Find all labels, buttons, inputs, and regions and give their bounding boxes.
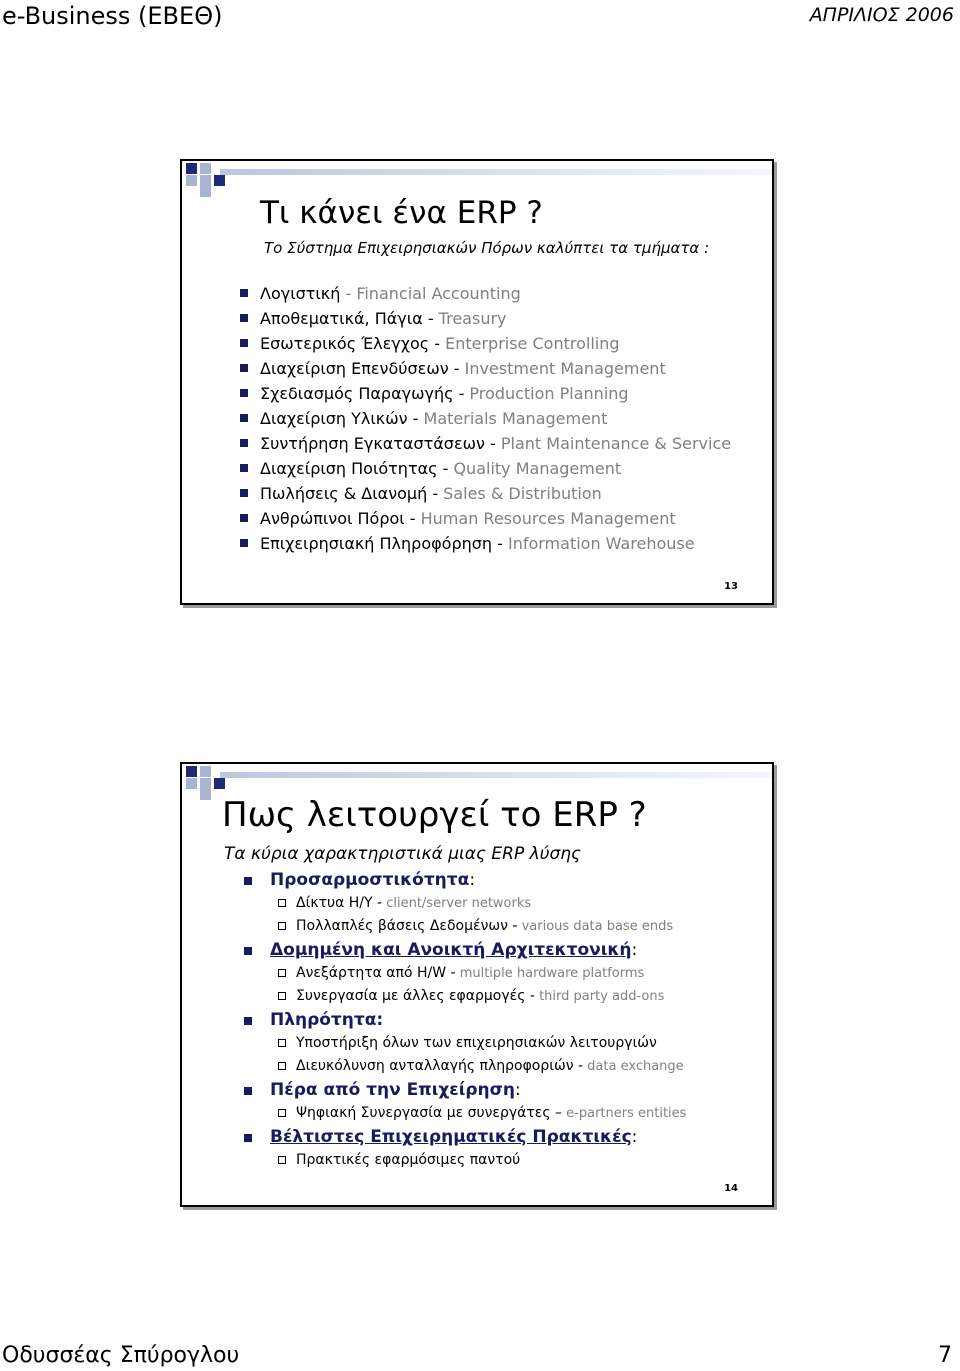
item-english-text: Production Planning [464,384,629,403]
item-english-text: - Financial Accounting [340,284,521,303]
hollow-square-bullet-icon [278,1062,286,1070]
hollow-square-bullet-icon [278,969,286,977]
item-greek-text: Διαχείριση Επενδύσεων - [260,359,460,378]
item-english-text: Quality Management [448,459,622,478]
subitem-english-text: e-partners entities [562,1106,687,1121]
feature-heading-text: Δομημένη και Ανοικτή Αρχιτεκτονική [270,940,632,960]
slide-14 [180,762,774,1207]
feature-heading-text: Πληρότητα: [270,1010,384,1030]
document-footer-author: Οδυσσέας Σπύρογλου [2,1343,240,1368]
item-english-text: Sales & Distribution [438,484,602,503]
slide-title: Πως λειτουργεί το ERP ? [222,795,647,835]
list-item [238,356,731,381]
slide-13 [180,159,774,605]
feature-heading-suffix: : [514,1080,521,1100]
feature-subitem [244,962,686,985]
feature-heading [244,868,686,892]
title-bar-gradient [220,772,772,778]
subitem-greek-text: Πρακτικές εφαρμόσιμες παντού [296,1152,521,1168]
square-bullet-icon [240,514,248,522]
document-header-right: ΑΠΡΙΛΙΟΣ 2006 [809,4,954,26]
document-page-number: 7 [938,1343,952,1368]
slide-title: Τι κάνει ένα ERP ? [260,195,543,231]
item-greek-text: Πωλήσεις & Διανομή - [260,484,439,503]
hollow-square-bullet-icon [278,922,286,930]
feature-heading [244,1008,686,1032]
subitem-greek-text: Συνεργασία με άλλες εφαρμογές - [296,988,535,1004]
subitem-english-text: various data base ends [517,919,674,934]
list-item [238,306,731,331]
list-item [238,431,731,456]
square-bullet-icon [244,877,252,885]
feature-heading-text: Πέρα από την Επιχείρηση [270,1080,515,1100]
subitem-english-text: data exchange [583,1059,684,1074]
feature-heading-suffix: : [469,870,476,890]
item-english-text: Plant Maintenance & Service [495,434,732,453]
hollow-square-bullet-icon [278,1156,286,1164]
feature-subitem [244,892,686,915]
slide-subtitle: Το Σύστημα Επιχειρησιακών Πόρων καλύπτει τα τμήματα : [264,239,710,257]
subitem-greek-text: Πολλαπλές βάσεις Δεδομένων - [296,918,518,934]
erp-modules-list [238,281,731,556]
square-bullet-icon [240,439,248,447]
square-bullet-icon [240,314,248,322]
hollow-square-bullet-icon [278,992,286,1000]
item-greek-text: Διαχείριση Υλικών - [260,409,419,428]
feature-subitem [244,1102,686,1125]
subitem-english-text: client/server networks [382,896,532,911]
item-english-text: Treasury [433,309,507,328]
item-english-text: Information Warehouse [502,534,695,553]
corner-decoration-icon [182,161,250,199]
square-bullet-icon [240,389,248,397]
square-bullet-icon [244,1017,252,1025]
subitem-greek-text: Υποστήριξη όλων των επιχειρησιακών λειτουργιών [296,1035,657,1051]
hollow-square-bullet-icon [278,1109,286,1117]
square-bullet-icon [240,364,248,372]
feature-subitem [244,1032,686,1055]
feature-heading-text: Βέλτιστες Επιχειρηματικές Πρακτικές [270,1127,632,1147]
subitem-greek-text: Ανεξάρτητα από H/W - [296,965,456,981]
item-english-text: Enterprise Controlling [440,334,620,353]
square-bullet-icon [240,539,248,547]
list-item [238,406,731,431]
feature-subitem [244,985,686,1008]
item-greek-text: Εσωτερικός Έλεγχος - [260,334,440,353]
item-greek-text: Αποθεματικά, Πάγια - [260,309,434,328]
slide-subtitle: Τα κύρια χαρακτηριστικά μιας ERP λύσης [224,844,582,864]
document-header-left: e-Business (ΕΒΕΘ) [2,2,223,30]
feature-subitem [244,1055,686,1078]
erp-features-list [244,868,686,1172]
item-greek-text: Επιχειρησιακή Πληροφόρηση - [260,534,503,553]
subitem-greek-text: Ψηφιακή Συνεργασία με συνεργάτες – [296,1105,563,1121]
feature-heading-text: Προσαρμοστικότητα [270,870,470,890]
item-greek-text: Συντήρηση Εγκαταστάσεων - [260,434,496,453]
hollow-square-bullet-icon [278,1039,286,1047]
item-greek-text: Σχεδιασμός Παραγωγής - [260,384,465,403]
subitem-english-text: multiple hardware platforms [455,966,645,981]
square-bullet-icon [240,289,248,297]
title-bar-gradient [220,169,772,175]
subitem-english-text: third party add-ons [534,989,665,1004]
item-english-text: Investment Management [459,359,666,378]
list-item [238,506,731,531]
square-bullet-icon [244,1087,252,1095]
slide-page-number: 13 [724,581,738,592]
list-item [238,331,731,356]
square-bullet-icon [240,339,248,347]
feature-heading-suffix: : [631,1127,638,1147]
item-english-text: Materials Management [418,409,608,428]
list-item [238,531,731,556]
feature-subitem [244,915,686,938]
square-bullet-icon [240,489,248,497]
subitem-greek-text: Δίκτυα Η/Υ - [296,895,383,911]
square-bullet-icon [244,947,252,955]
list-item [238,456,731,481]
slide-page-number: 14 [724,1183,738,1194]
square-bullet-icon [240,464,248,472]
feature-heading [244,1078,686,1102]
list-item [238,381,731,406]
item-greek-text: Λογιστική [260,284,341,303]
feature-heading [244,938,686,962]
square-bullet-icon [240,414,248,422]
hollow-square-bullet-icon [278,899,286,907]
feature-heading-suffix: : [631,940,638,960]
subitem-greek-text: Διευκόλυνση ανταλλαγής πληροφοριών - [296,1058,584,1074]
list-item [238,481,731,506]
item-english-text: Human Resources Management [415,509,676,528]
feature-heading [244,1125,686,1149]
item-greek-text: Ανθρώπινοι Πόροι - [260,509,416,528]
list-item [238,281,731,306]
feature-subitem [244,1149,686,1172]
item-greek-text: Διαχείριση Ποιότητας - [260,459,449,478]
square-bullet-icon [244,1134,252,1142]
